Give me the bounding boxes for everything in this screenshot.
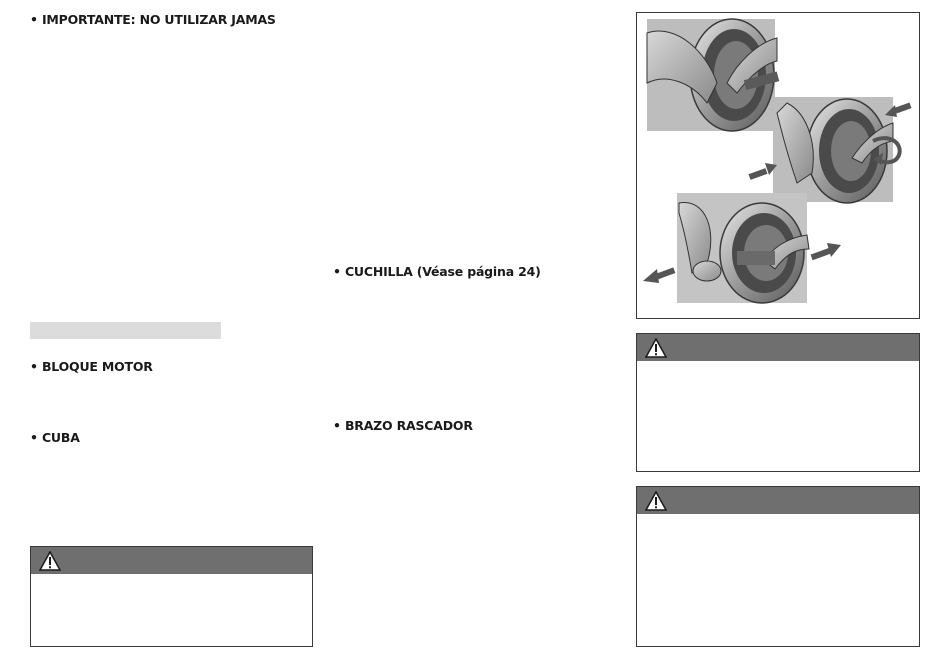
step-2-image	[773, 97, 893, 203]
warning-header	[637, 487, 919, 514]
arrow-icon	[749, 163, 777, 180]
warning-header	[637, 334, 919, 361]
arrow-icon	[643, 267, 675, 283]
assembly-illustration	[636, 12, 920, 319]
warning-triangle-icon	[39, 551, 61, 571]
step-3-image	[677, 193, 809, 303]
step-1-image	[647, 19, 779, 131]
brazo-rascador-heading: • BRAZO RASCADOR	[333, 418, 473, 433]
cuchilla-heading: • CUCHILLA (Véase página 24)	[333, 264, 541, 279]
arrow-icon	[811, 243, 841, 260]
warning-triangle-icon	[645, 338, 667, 358]
section-title-band	[30, 322, 221, 339]
warning-box-right-bottom	[636, 486, 920, 647]
warning-box-right-top	[636, 333, 920, 472]
warning-triangle-icon	[645, 491, 667, 511]
bloque-motor-heading: • BLOQUE MOTOR	[30, 359, 153, 374]
warning-box-left	[30, 546, 313, 647]
importante-heading: • IMPORTANTE: NO UTILIZAR JAMAS	[30, 12, 276, 27]
cuba-heading: • CUBA	[30, 430, 80, 445]
warning-header	[31, 547, 312, 574]
